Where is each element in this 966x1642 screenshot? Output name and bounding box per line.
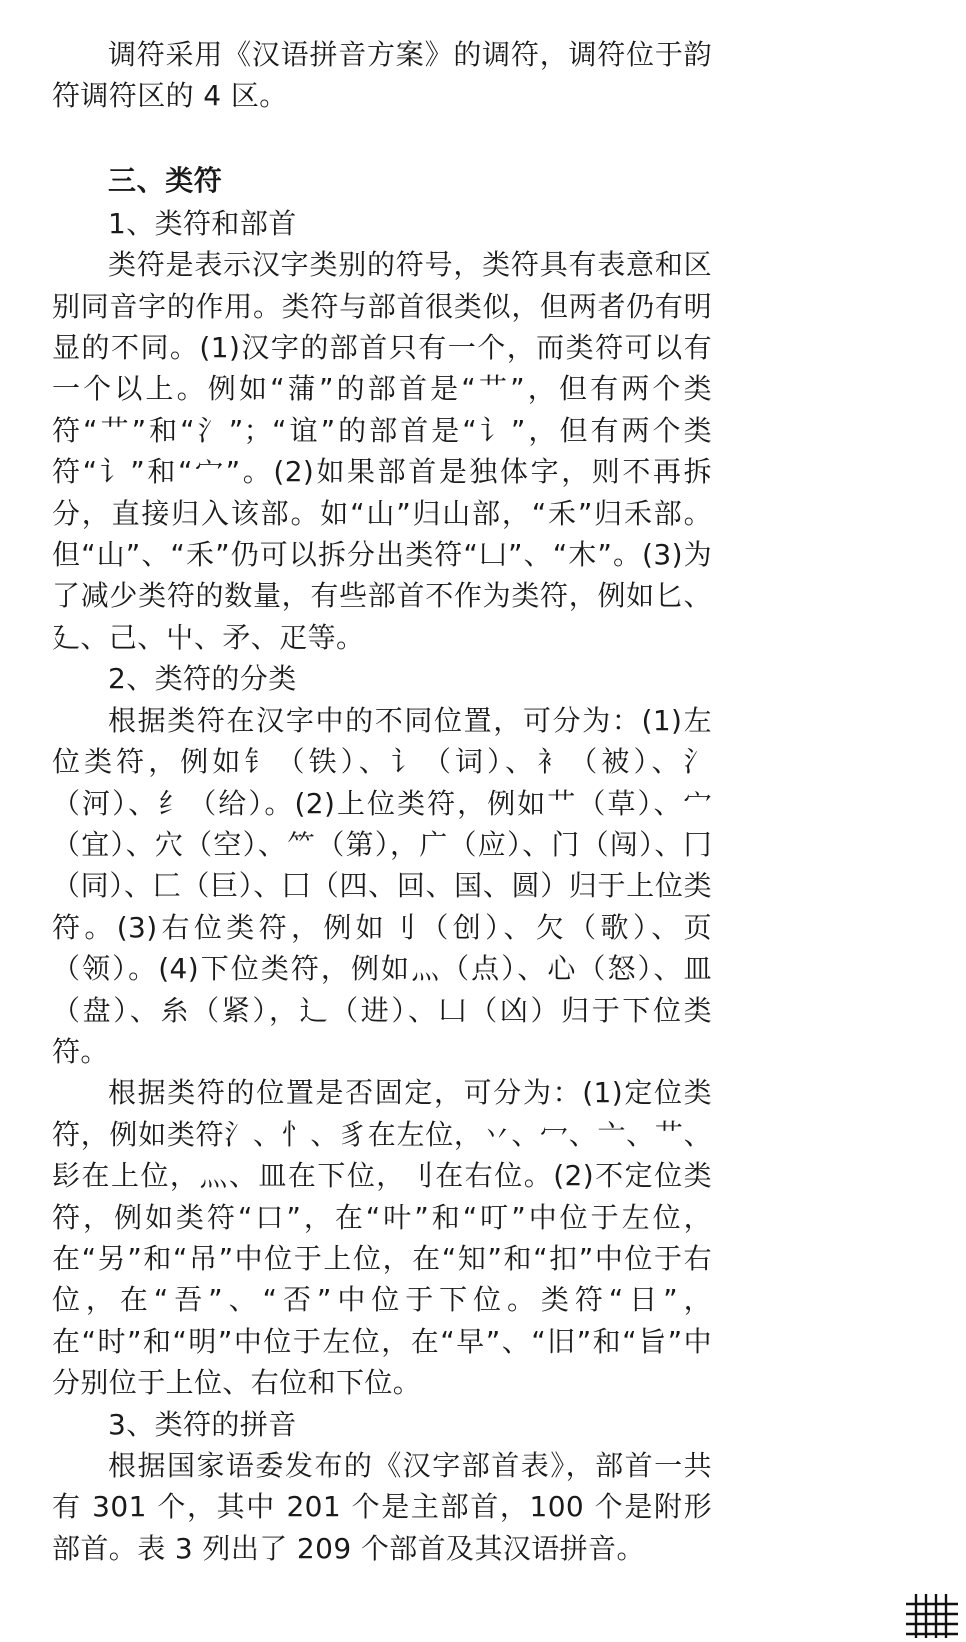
paragraph-radical-table: 根据国家语委发布的《汉字部首表》，部首一共有 301 个，其中 201 个是主部首，100 个是附形部首。表 3 列出了 209 个部首及其汉语拼音。 <box>52 1449 712 1565</box>
subheading-class-and-radical: 1、类符和部首 <box>108 206 297 240</box>
subheading-classification: 2、类符的分类 <box>108 662 297 696</box>
document-body <box>52 34 712 1569</box>
section-heading-class-symbols: 三、类符 <box>108 163 223 197</box>
paragraph-class-vs-radical: 类符是表示汉字类别的符号，类符具有表意和区别同音字的作用。类符与部首很类似，但两者仍有明显的不同。(1)汉字的部首只有一个，而类符可以有一个以上。例如“蒲”的部首是“艹”，但有两个类符“艹”和“氵”；“谊”的部首是“讠”，但有两个类符“讠”和“宀”。(2)如果部首是独体字，则不再拆分，直接归入该部。如“山”归山部，“禾”归禾部。但“山”、“禾”仍可以拆分出类符“凵”、“木”。(3)为了减少类符的数量，有些部首不作为类符，例如匕、廴、己、屮、矛、疋等。 <box>52 248 712 654</box>
grid-mark-icon <box>904 1594 960 1638</box>
paragraph-fixed-position: 根据类符的位置是否固定，可分为：(1)定位类符，例如类符氵、忄、豸在左位，丷、冖、亠、艹、髟在上位，灬、皿在下位，刂在右位。(2)不定位类符，例如类符“口”，在“叶”和“叮”中位于左位，在“另”和“吊”中位于上位，在“知”和“扣”中位于右位，在“吾”、“否”中位于下位。类符“日”，在“时”和“明”中位于左位，在“早”、“旧”和“旨”中分别位于上位、右位和下位。 <box>52 1076 712 1400</box>
paragraph-tone-marks: 调符采用《汉语拼音方案》的调符，调符位于韵符调符区的 4 区。 <box>52 38 712 113</box>
paragraph-position-types: 根据类符在汉字中的不同位置，可分为：(1)左位类符，例如钅（铁）、讠（词）、衤（被）、氵（河）、纟（给）。(2)上位类符，例如艹（草）、宀（宜）、穴（空）、⺮（第），广（应）、门（闯）、冂（同）、匚（巨）、囗（四、回、国、圆）归于上位类符。(3)右位类符，例如刂（创）、欠（歌）、页（领）。(4)下位类符，例如灬（点）、心（怒）、皿（盘）、糸（紧），辶（进）、凵（凶）归于下位类符。 <box>52 703 712 1068</box>
subheading-pinyin: 3、类符的拼音 <box>108 1407 297 1441</box>
